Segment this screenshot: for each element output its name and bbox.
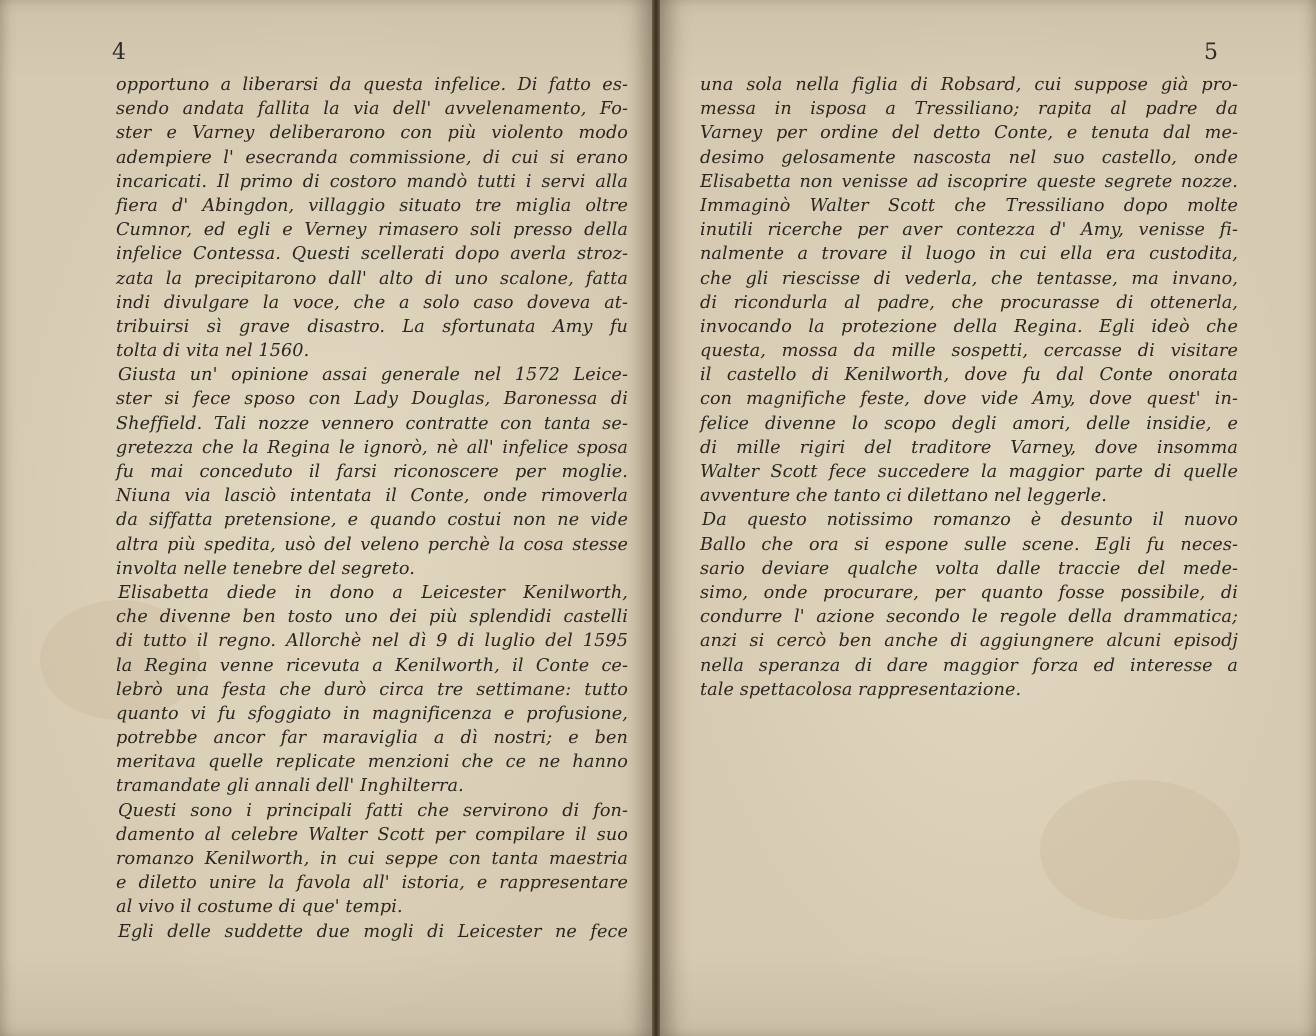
page-number: 4 [112, 40, 126, 65]
text-line: Questi sono i principali fatti che servirono di fon- [118, 800, 628, 821]
text-line: damento al celebre Walter Scott per compilare il suo [116, 824, 628, 845]
text-line: tribuirsi sì grave disastro. La sfortunata Amy fu [116, 316, 628, 337]
text-line: e diletto unire la favola all' istoria, e rappresentare [116, 873, 628, 894]
text-line: altra più spedita, usò del veleno perchè la cosa stesse [116, 534, 628, 555]
text-line: condurre l' azione secondo le regole della drammatica; [700, 607, 1238, 628]
text-line: Egli delle suddette due mogli di Leicester ne fece [118, 921, 628, 942]
text-line: questa, mossa da mille sospetti, cercasse di visitare [700, 341, 1238, 362]
text-line: di tutto il regno. Allorchè nel dì 9 di luglio del 1595 [116, 631, 628, 652]
text-line: zata la precipitarono dall' alto di uno scalone, fatta [116, 268, 628, 289]
text-line: sario deviare qualche volta dalle traccie del mede- [700, 558, 1238, 579]
text-line: lebrò una festa che durò circa tre settimane: tutto [116, 679, 628, 700]
text-line: Ballo che ora si espone sulle scene. Egli fu neces- [700, 534, 1238, 555]
text-line: che gli riescisse di vederla, che tentasse, ma invano, [700, 268, 1238, 289]
text-line: fiera d' Abingdon, villaggio situato tre miglia oltre [116, 195, 628, 216]
text-line: fu mai conceduto il farsi riconoscere per moglie. [116, 462, 628, 482]
text-line: avventure che tanto ci dilettano nel leggerle. [700, 486, 1107, 507]
text-line: da siffatta pretensione, e quando costui non ne vide [116, 510, 628, 531]
text-line: simo, onde procurare, per quanto fosse possibile, di [700, 582, 1238, 603]
text-line: sendo andata fallita la via dell' avvelenamento, Fo- [116, 99, 628, 120]
text-line: involta nelle tenebre del segreto. [116, 558, 415, 579]
text-line: Niuna via lasciò intentata il Conte, onde rimoverla [116, 486, 628, 507]
text-line: ster si fece sposo con Lady Douglas, Baronessa di [116, 389, 628, 410]
body-text [700, 73, 1238, 702]
text-line: nalmente a trovare il luogo in cui ella era custodita, [700, 244, 1238, 265]
body-text [116, 73, 628, 944]
text-line: tramandate gli annali dell' Inghilterra. [116, 776, 464, 797]
text-line: Varney per ordine del detto Conte, e tenuta dal me- [700, 123, 1238, 144]
text-line: meritava quelle replicate menzioni che ce ne hanno [116, 752, 628, 773]
text-line: Elisabetta non venisse ad iscoprire queste segrete nozze. [700, 171, 1238, 192]
text-line: invocando la protezione della Regina. Egli ideò che [700, 316, 1238, 337]
text-line: tale spettacolosa rappresentazione. [700, 679, 1022, 700]
text-line: anzi si cercò ben anche di aggiungnere alcuni episodj [700, 631, 1238, 652]
left-page [0, 0, 652, 1036]
text-line: Cumnor, ed egli e Verney rimasero soli presso della [116, 220, 628, 241]
text-line: di mille rigiri del traditore Varney, dove insomma [700, 437, 1238, 458]
text-line: indi divulgare la voce, che a solo caso doveva at- [116, 292, 628, 313]
text-line: incaricati. Il primo di costoro mandò tutti i servi alla [116, 171, 628, 192]
text-line: di ricondurla al padre, che procurasse di ottenerla, [700, 292, 1238, 313]
text-line: desimo gelosamente nascosta nel suo castello, onde [700, 147, 1238, 168]
text-line: Immaginò Walter Scott che Tressiliano dopo molte [700, 195, 1238, 216]
text-line: adempiere l' esecranda commissione, di cui si erano [116, 147, 628, 168]
text-line: che divenne ben tosto uno dei più splendidi castelli [116, 607, 628, 628]
text-line: opportuno a liberarsi da questa infelice. Di fatto es- [116, 75, 628, 95]
text-line: Elisabetta diede in dono a Leicester Kenilworth, [118, 582, 628, 603]
text-line: messa in isposa a Tressiliano; rapita al padre da [700, 99, 1238, 120]
text-line: felice divenne lo scopo degli amori, delle insidie, e [700, 413, 1238, 434]
text-line: Giusta un' opinione assai generale nel 1572 Leice- [118, 365, 628, 386]
right-page [660, 0, 1316, 1036]
text-line: con magnifiche feste, dove vide Amy, dove quest' in- [700, 389, 1238, 410]
paper-stain [1040, 780, 1240, 920]
text-line: ster e Varney deliberarono con più violento modo [116, 123, 628, 144]
text-line: il castello di Kenilworth, dove fu dal Conte onorata [700, 365, 1238, 386]
text-line: Da questo notissimo romanzo è desunto il nuovo [702, 510, 1238, 531]
text-line: gretezza che la Regina le ignorò, nè all' infelice sposa [116, 437, 628, 458]
book-gutter [652, 0, 660, 1036]
text-line: la Regina venne ricevuta a Kenilworth, il Conte ce- [116, 655, 628, 676]
text-line: romanzo Kenilworth, in cui seppe con tanta maestria [116, 849, 628, 869]
text-line: al vivo il costume di que' tempi. [116, 897, 403, 918]
text-line: Sheffield. Tali nozze vennero contratte con tanta se- [116, 413, 628, 434]
text-line: nella speranza di dare maggior forza ed interesse a [700, 655, 1238, 676]
text-line: potrebbe ancor far maraviglia a dì nostri; e ben [116, 728, 628, 749]
text-line: tolta di vita nel 1560. [116, 341, 310, 362]
text-line: inutili ricerche per aver contezza d' Amy, venisse fi- [700, 220, 1238, 241]
text-line: infelice Contessa. Questi scellerati dopo averla stroz- [116, 244, 628, 265]
text-line: una sola nella figlia di Robsard, cui suppose già pro- [700, 75, 1238, 95]
text-line: Walter Scott fece succedere la maggior parte di quelle [700, 462, 1238, 482]
page-number: 5 [1204, 40, 1218, 65]
text-line: quanto vi fu sfoggiato in magnificenza e profusione, [116, 703, 628, 724]
